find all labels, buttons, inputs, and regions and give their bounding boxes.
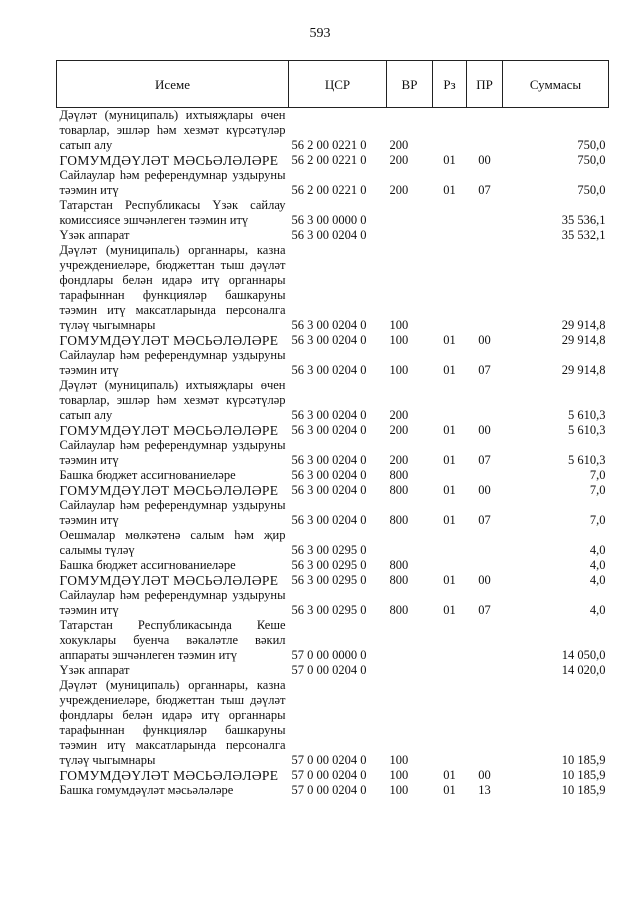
csr-cell: 56 3 00 0204 0: [291, 333, 367, 347]
vr-cell: 100: [389, 333, 409, 347]
pr-cell: 00: [478, 423, 491, 437]
header-vr: ВР: [387, 61, 433, 108]
vr-cell: 800: [389, 468, 409, 482]
name-cell: Башка бюджет ассигнованиеләре: [59, 558, 236, 572]
sum-cell: 29 914,8: [561, 363, 606, 377]
rz-cell: 01: [443, 573, 456, 587]
table-row: [57, 198, 609, 228]
vr-cell: 100: [389, 318, 409, 332]
pr-cell: [467, 378, 503, 423]
name-cell: Сайлаулар һәм референдумнар уздыруны тәэмин итү: [59, 348, 286, 377]
table-row: [57, 153, 609, 168]
sum-cell: 35 536,1: [561, 213, 606, 227]
name-cell: ГОМУМДӘҮЛӘТ МӘСЬӘЛӘЛӘРЕ: [59, 483, 279, 498]
rz-cell: 01: [443, 513, 456, 527]
rz-cell: 01: [443, 453, 456, 467]
table-row: [57, 618, 609, 663]
pr-cell: [467, 558, 503, 573]
rz-cell: 01: [443, 183, 456, 197]
name-cell: ГОМУМДӘҮЛӘТ МӘСЬӘЛӘЛӘРЕ: [59, 333, 279, 348]
sum-cell: 4,0: [589, 543, 606, 557]
name-cell: Сайлаулар һәм референдумнар уздыруны тәэмин итү: [59, 498, 286, 527]
pr-cell: 00: [478, 333, 491, 347]
csr-cell: 57 0 00 0204 0: [291, 768, 367, 782]
name-cell: Үзәк аппарат: [59, 663, 130, 677]
sum-cell: 750,0: [577, 138, 606, 152]
rz-cell: [433, 228, 467, 243]
vr-cell: 200: [389, 453, 409, 467]
name-cell: Татарстан Республикасында Кеше хокуклары буенча вәкаләтле вәкил аппараты эшчәнлеген тәэмин итү: [59, 618, 286, 662]
pr-cell: 13: [478, 783, 491, 797]
csr-cell: 56 3 00 0204 0: [291, 513, 367, 527]
vr-cell: [387, 228, 433, 243]
rz-cell: [433, 243, 467, 333]
csr-cell: 56 3 00 0204 0: [291, 468, 367, 482]
rz-cell: [433, 528, 467, 558]
sum-cell: 29 914,8: [561, 333, 606, 347]
pr-cell: 07: [478, 513, 491, 527]
sum-cell: 29 914,8: [561, 318, 606, 332]
sum-cell: 14 050,0: [561, 648, 606, 662]
csr-cell: 56 3 00 0295 0: [291, 543, 367, 557]
rz-cell: [433, 618, 467, 663]
pr-cell: 00: [478, 573, 491, 587]
rz-cell: 01: [443, 363, 456, 377]
pr-cell: [467, 243, 503, 333]
table-row: [57, 588, 609, 618]
sum-cell: 7,0: [589, 468, 606, 482]
name-cell: Башка гомумдәүләт мәсьәләләре: [59, 783, 234, 797]
table-row: [57, 528, 609, 558]
vr-cell: 800: [389, 603, 409, 617]
vr-cell: [387, 528, 433, 558]
rz-cell: [433, 663, 467, 678]
name-cell: Дәүләт (муниципаль) органнары, казна учреждениеләре, бюджеттан тыш дәүләт фондлары белән идарә итү органнары тарафыннан функцияләр башкаруны тәэмин итү максатларында персоналга түләү чыгымнары: [59, 243, 286, 332]
name-cell: Оешмалар мөлкәтенә салым һәм җир салымы түләү: [59, 528, 286, 557]
table-row: [57, 558, 609, 573]
rz-cell: [433, 558, 467, 573]
name-cell: ГОМУМДӘҮЛӘТ МӘСЬӘЛӘЛӘРЕ: [59, 153, 279, 168]
page-number: 593: [309, 26, 331, 41]
vr-cell: 200: [389, 138, 409, 152]
vr-cell: 800: [389, 573, 409, 587]
pr-cell: 00: [478, 483, 491, 497]
csr-cell: 56 3 00 0204 0: [291, 363, 367, 377]
sum-cell: 7,0: [589, 513, 606, 527]
csr-cell: 56 2 00 0221 0: [291, 153, 367, 167]
vr-cell: 800: [389, 513, 409, 527]
table-body: [57, 108, 609, 799]
table-row: [57, 483, 609, 498]
vr-cell: 100: [389, 783, 409, 797]
table-row: [57, 378, 609, 423]
pr-cell: [467, 618, 503, 663]
csr-cell: 57 0 00 0204 0: [291, 753, 367, 767]
header-name: Исеме: [57, 61, 289, 108]
table-row: [57, 348, 609, 378]
table-row: [57, 168, 609, 198]
table-row: [57, 678, 609, 768]
name-cell: Үзәк аппарат: [59, 228, 130, 242]
csr-cell: 56 3 00 0295 0: [291, 603, 367, 617]
csr-cell: 56 3 00 0295 0: [291, 573, 367, 587]
csr-cell: 56 3 00 0000 0: [291, 213, 367, 227]
sum-cell: 5 610,3: [568, 408, 606, 422]
rz-cell: [433, 108, 467, 154]
pr-cell: [467, 528, 503, 558]
name-cell: Дәүләт (муниципаль) ихтыяҗлары өчен товарлар, эшләр һәм хезмәт күрсәтүләр сатып алу: [59, 378, 286, 422]
table-row: [57, 423, 609, 438]
vr-cell: 200: [389, 423, 409, 437]
sum-cell: 14 020,0: [561, 663, 606, 677]
sum-cell: 10 185,9: [561, 783, 606, 797]
table-row: [57, 783, 609, 798]
sum-cell: 4,0: [589, 573, 606, 587]
vr-cell: 800: [389, 483, 409, 497]
rz-cell: [433, 678, 467, 768]
rz-cell: [433, 468, 467, 483]
rz-cell: 01: [443, 333, 456, 347]
csr-cell: 57 0 00 0000 0: [291, 648, 367, 662]
sum-cell: 750,0: [577, 153, 606, 167]
rz-cell: [433, 378, 467, 423]
name-cell: Сайлаулар һәм референдумнар уздыруны тәэмин итү: [59, 588, 286, 617]
pr-cell: [467, 108, 503, 154]
vr-cell: [387, 198, 433, 228]
table-row: [57, 663, 609, 678]
name-cell: Дәүләт (муниципаль) органнары, казна учреждениеләре, бюджеттан тыш дәүләт фондлары белән идарә итү органнары тарафыннан функцияләр башкаруны тәэмин итү максатларында персоналга түләү чыгымнары: [59, 678, 286, 767]
csr-cell: 56 3 00 0204 0: [291, 423, 367, 437]
sum-cell: 10 185,9: [561, 768, 606, 782]
pr-cell: [467, 663, 503, 678]
table-row: [57, 768, 609, 783]
csr-cell: 56 2 00 0221 0: [291, 138, 367, 152]
sum-cell: 5 610,3: [568, 423, 606, 437]
pr-cell: 07: [478, 453, 491, 467]
csr-cell: 56 3 00 0295 0: [291, 558, 367, 572]
pr-cell: 07: [478, 363, 491, 377]
vr-cell: 100: [389, 363, 409, 377]
csr-cell: 56 3 00 0204 0: [291, 318, 367, 332]
table-header-row: [57, 61, 609, 108]
name-cell: ГОМУМДӘҮЛӘТ МӘСЬӘЛӘЛӘРЕ: [59, 768, 279, 783]
pr-cell: [467, 228, 503, 243]
pr-cell: [467, 678, 503, 768]
pr-cell: [467, 198, 503, 228]
rz-cell: 01: [443, 423, 456, 437]
rz-cell: 01: [443, 483, 456, 497]
rz-cell: 01: [443, 768, 456, 782]
name-cell: Сайлаулар һәм референдумнар уздыруны тәэмин итү: [59, 438, 286, 467]
header-pr: ПР: [467, 61, 503, 108]
table-row: [57, 333, 609, 348]
sum-cell: 750,0: [577, 183, 606, 197]
rz-cell: 01: [443, 783, 456, 797]
rz-cell: 01: [443, 153, 456, 167]
sum-cell: 10 185,9: [561, 753, 606, 767]
table-row: [57, 108, 609, 154]
budget-table: [56, 60, 609, 798]
vr-cell: 100: [389, 753, 409, 767]
vr-cell: 200: [389, 183, 409, 197]
vr-cell: 200: [389, 408, 409, 422]
sum-cell: 7,0: [589, 483, 606, 497]
pr-cell: 00: [478, 153, 491, 167]
vr-cell: [387, 663, 433, 678]
name-cell: Башка бюджет ассигнованиеләре: [59, 468, 236, 482]
sum-cell: 4,0: [589, 603, 606, 617]
csr-cell: 56 3 00 0204 0: [291, 408, 367, 422]
pr-cell: [467, 468, 503, 483]
csr-cell: 57 0 00 0204 0: [291, 663, 367, 677]
table-row: [57, 468, 609, 483]
header-rz: Рз: [433, 61, 467, 108]
pr-cell: 00: [478, 768, 491, 782]
name-cell: Татарстан Республикасы Үзәк сайлау комиссиясе эшчәнлеген тәэмин итү: [59, 198, 286, 227]
csr-cell: 56 2 00 0221 0: [291, 183, 367, 197]
vr-cell: [387, 618, 433, 663]
csr-cell: 56 3 00 0204 0: [291, 453, 367, 467]
csr-cell: 56 3 00 0204 0: [291, 483, 367, 497]
vr-cell: 100: [389, 768, 409, 782]
sum-cell: 5 610,3: [568, 453, 606, 467]
vr-cell: 800: [389, 558, 409, 572]
pr-cell: 07: [478, 183, 491, 197]
name-cell: Сайлаулар һәм референдумнар уздыруны тәэмин итү: [59, 168, 286, 197]
table-row: [57, 243, 609, 333]
table-row: [57, 573, 609, 588]
header-sum: Суммасы: [503, 61, 609, 108]
table-row: [57, 228, 609, 243]
rz-cell: [433, 198, 467, 228]
rz-cell: 01: [443, 603, 456, 617]
sum-cell: 35 532,1: [561, 228, 606, 242]
name-cell: ГОМУМДӘҮЛӘТ МӘСЬӘЛӘЛӘРЕ: [59, 423, 279, 438]
sum-cell: 4,0: [589, 558, 606, 572]
vr-cell: 200: [389, 153, 409, 167]
pr-cell: 07: [478, 603, 491, 617]
name-cell: Дәүләт (муниципаль) ихтыяҗлары өчен товарлар, эшләр һәм хезмәт күрсәтүләр сатып алу: [59, 108, 286, 152]
header-csr: ЦСР: [289, 61, 387, 108]
table-row: [57, 498, 609, 528]
name-cell: ГОМУМДӘҮЛӘТ МӘСЬӘЛӘЛӘРЕ: [59, 573, 279, 588]
csr-cell: 57 0 00 0204 0: [291, 783, 367, 797]
table-row: [57, 438, 609, 468]
csr-cell: 56 3 00 0204 0: [291, 228, 367, 242]
